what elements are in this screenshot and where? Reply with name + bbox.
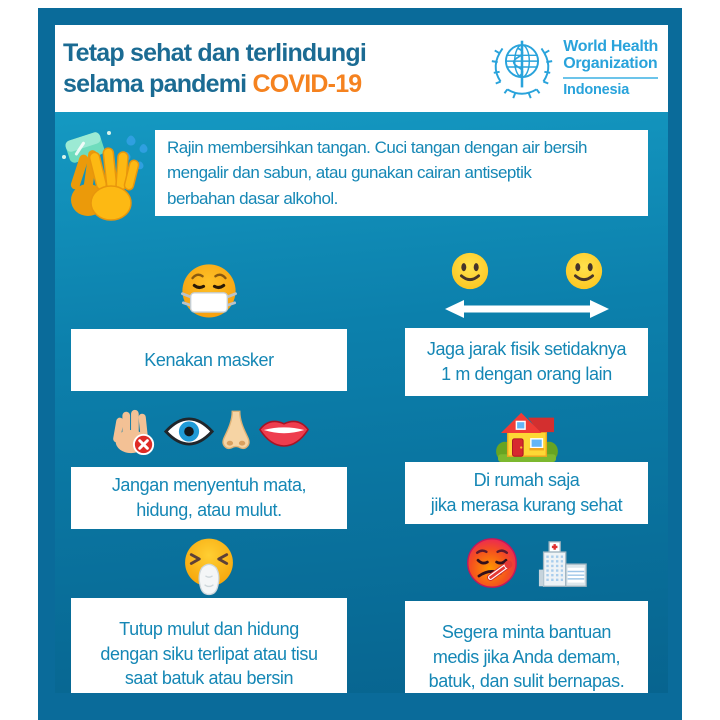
distance-icons [405,250,648,328]
tip-line: Di rumah saja [473,470,580,491]
tip-line: 1 m dengan orang lain [441,364,612,384]
tip-seek-help [405,536,648,693]
eye-icon [163,413,215,455]
tip-line: Jangan menyentuh mata, [111,475,307,496]
tip-line: mengalir dan sabun, atau gunakan cairan antiseptik [167,163,532,183]
tip-distance [405,250,648,391]
title-line2: selama pandemi COVID-19 [63,69,362,98]
who-emblem-icon [486,29,558,108]
tip-cover-cough [71,536,347,693]
who-name-line2: Organization [563,55,658,72]
who-country: Indonesia [563,81,630,98]
tip-stay-home [405,406,648,523]
tip-box-cover-cough [71,598,347,693]
sneezing-face-icon [71,536,347,604]
washing-hands-icon [55,126,155,231]
tip-box-stay-home [405,462,648,524]
tip-line: batuk, dan sulit bernapas. [428,671,625,692]
tip-no-touch [71,406,347,523]
tip-box-distance [405,328,648,396]
smiley-face-icon [449,250,491,297]
who-logo-text [563,39,658,98]
no-touch-icons [71,406,347,467]
row-cough-medical [55,536,668,693]
medical-icons [405,536,648,601]
tip-line: Rajin membersihkan tangan. Cuci tangan dengan air bersih [167,137,587,157]
tip-line: jika merasa kurang sehat [430,495,623,515]
hand-no-icon [107,406,157,461]
header [55,25,668,112]
tip-box-mask [71,329,347,391]
smiley-face-icon [563,250,605,297]
who-logo [486,29,660,108]
poster-content [55,25,668,693]
page-title [63,38,366,99]
infographic-poster [38,8,682,720]
house-icon [405,406,648,462]
tip-line: Kenakan masker [144,349,274,370]
tip-line: Segera minta bantuan [441,621,612,642]
covid19-highlight: COVID-19 [252,69,362,98]
tip-mask [71,250,347,391]
tip-handwash [55,130,668,231]
logo-divider [563,77,658,79]
row-mask-distance [55,250,668,391]
tip-line: dengan siku terlipat atau tisu [100,643,318,664]
mask-face-icon [71,250,347,329]
double-arrow-icon [443,297,611,326]
mouth-icon [257,415,311,453]
tip-line: Jaga jarak fisik setidaknya [426,339,627,360]
tip-line: berbahan dasar alkohol. [167,188,338,208]
tip-line: hidung, atau mulut. [136,500,282,520]
tip-box-no-touch [71,467,347,529]
sick-face-thermometer-icon [465,536,519,595]
row-notouch-stayhome [55,406,668,523]
title-line1: Tetap sehat dan terlindungi [63,39,366,67]
tip-box-seek-help [405,601,648,693]
tip-line: saat batuk atau bersin [124,668,294,689]
who-name-line1: World Health [563,38,658,56]
tip-line: medis jika Anda demam, [432,646,621,667]
tip-line: Tutup mulut dan hidung [119,618,299,639]
nose-icon [221,409,251,458]
hospital-icon [537,540,589,595]
tip-box-handwash [155,130,648,216]
